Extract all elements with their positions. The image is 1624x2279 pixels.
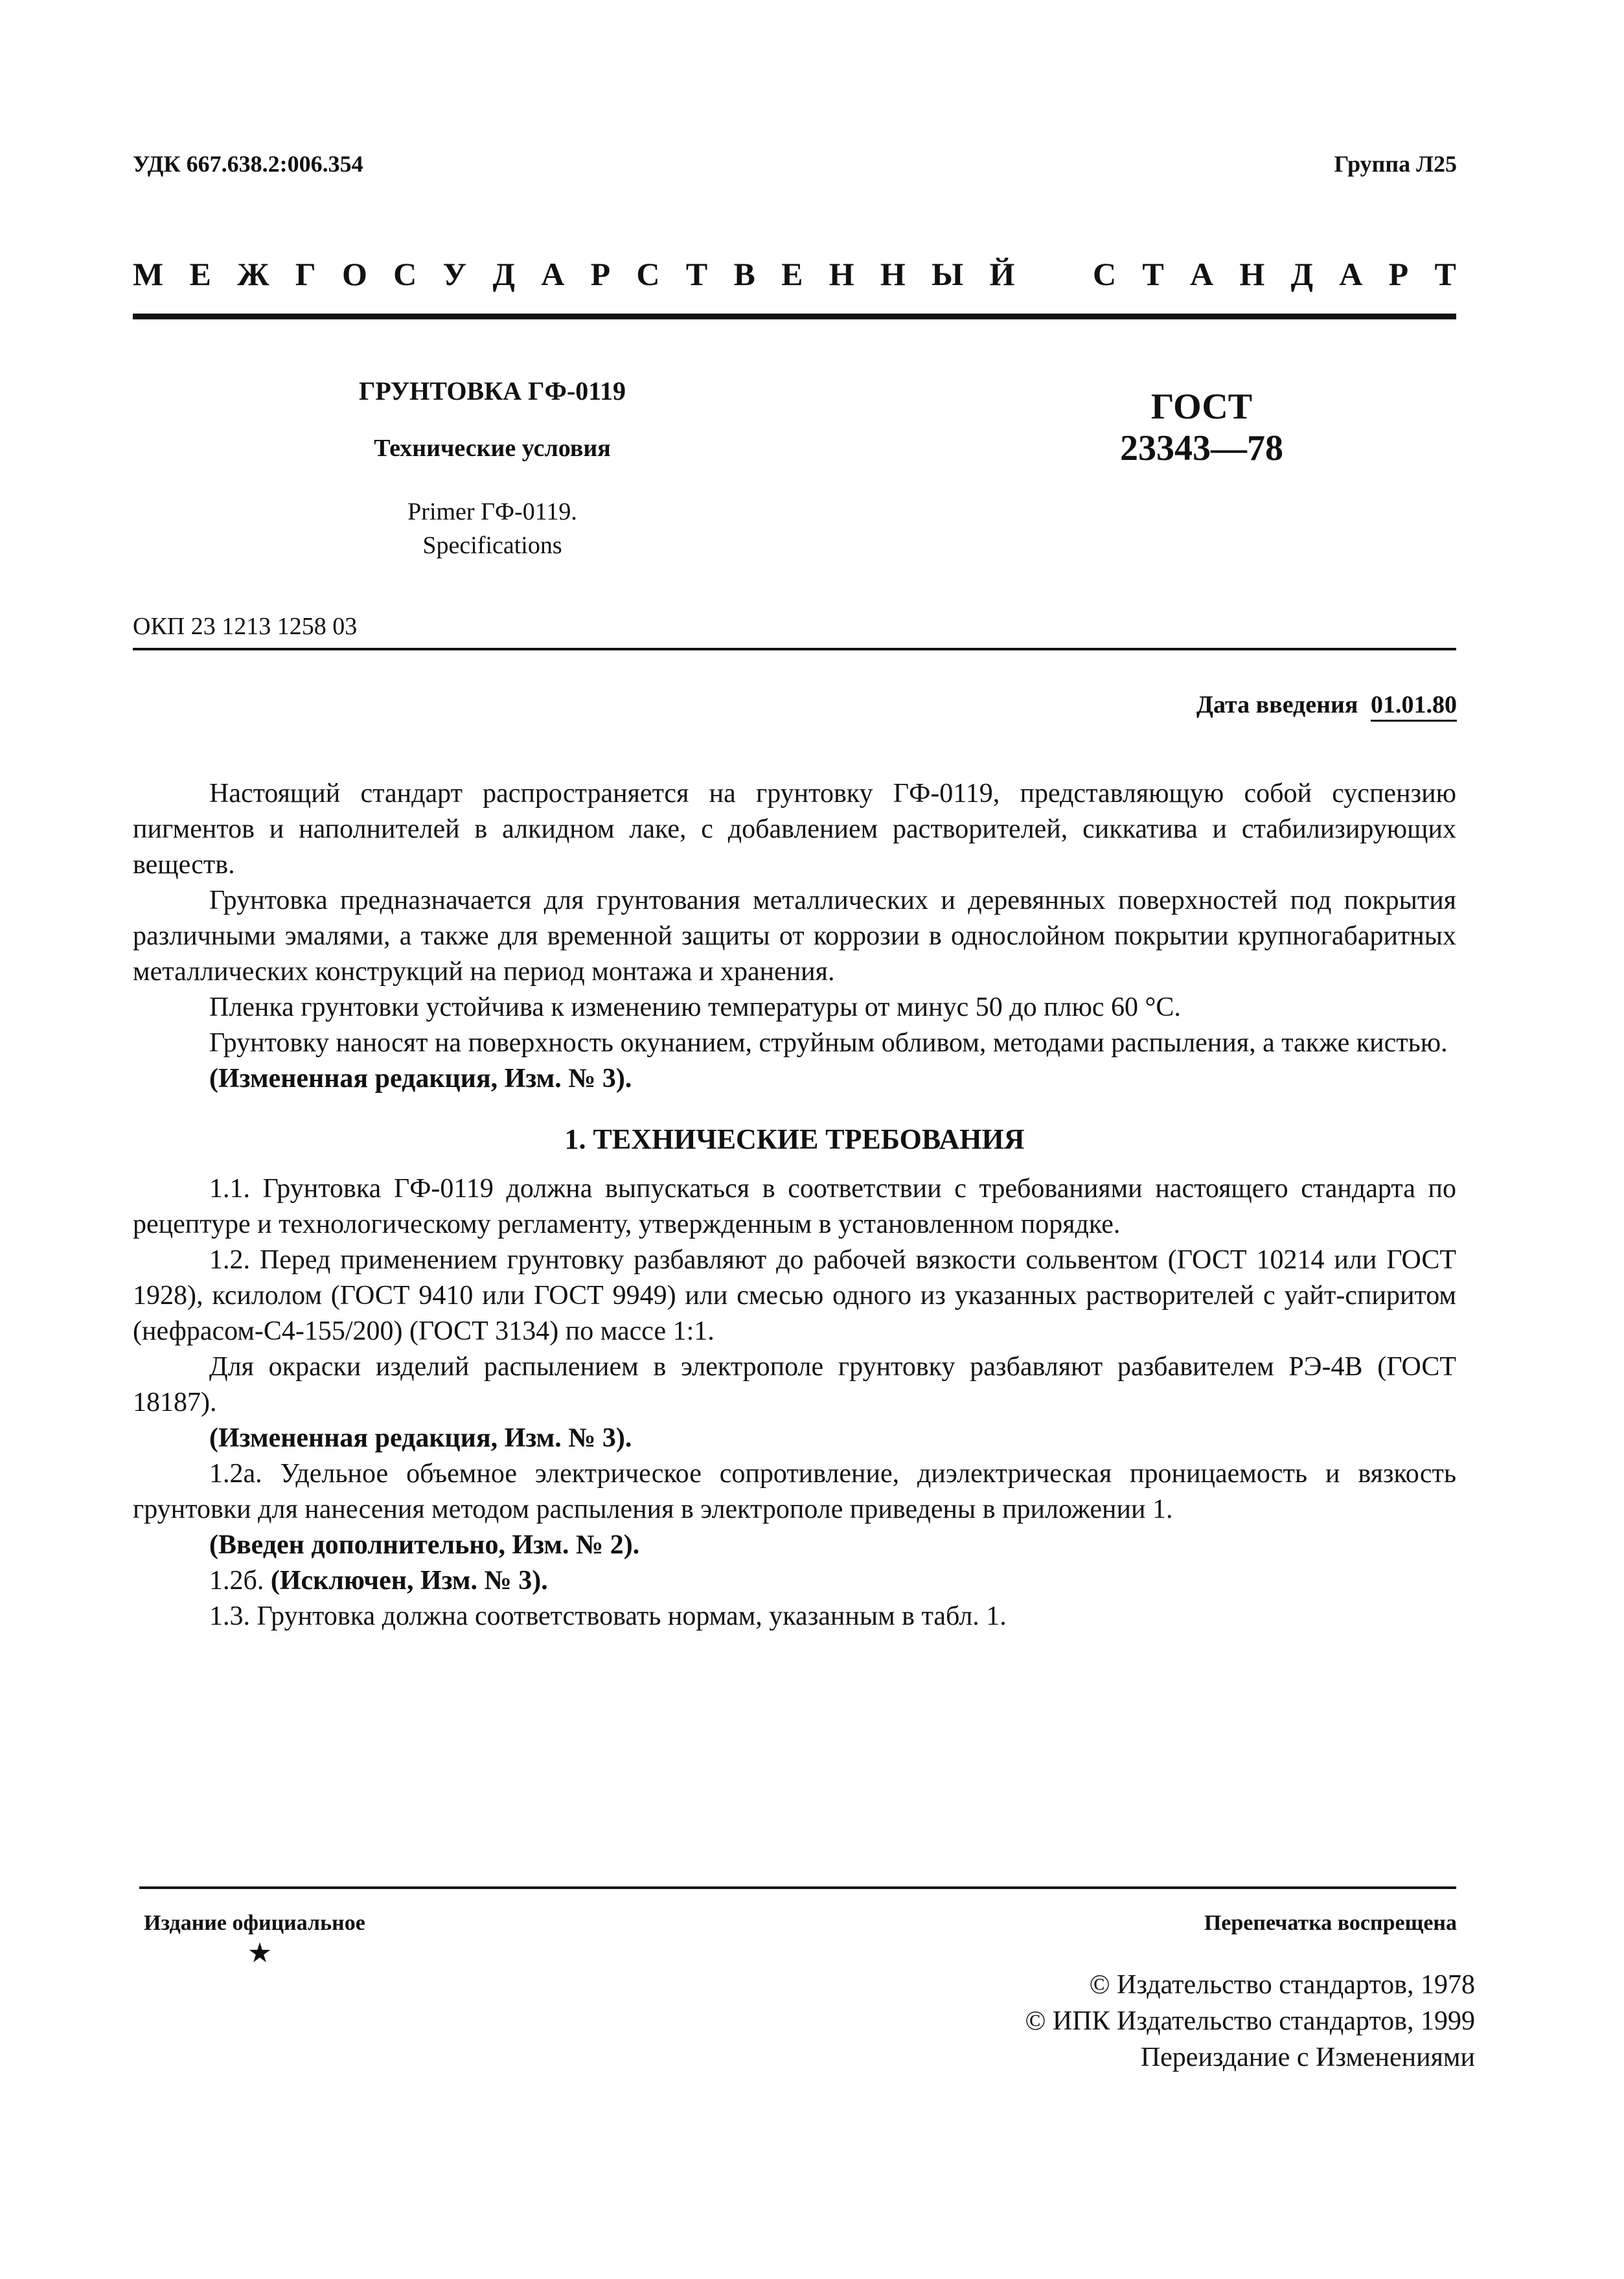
product-title: ГРУНТОВКА ГФ-0119 bbox=[358, 376, 626, 406]
letter: С bbox=[1092, 256, 1117, 292]
paragraph: Настоящий стандарт распространяется на грунтовку ГФ-0119, представляющую собой суспензию пигментов и наполнителей в алкидном лаке, с добавлением растворителей, сиккатива и стабилизирующих веществ. bbox=[133, 779, 1456, 880]
section-title: 1. ТЕХНИЧЕСКИЕ ТРЕБОВАНИЯ bbox=[564, 1123, 1025, 1155]
letter: Г bbox=[295, 256, 316, 292]
word-gap bbox=[1041, 258, 1067, 290]
english-title-line2: Specifications bbox=[422, 532, 562, 559]
letter: У bbox=[442, 256, 467, 292]
gost-designation bbox=[1049, 386, 1354, 469]
clause-1-3: 1.3. Грунтовка должна соответствовать нормам, указанным в табл. 1. bbox=[209, 1601, 1007, 1631]
letter: С bbox=[393, 256, 417, 292]
letter: Д bbox=[492, 256, 515, 292]
clause-1-2b bbox=[133, 1563, 1456, 1599]
letter: А bbox=[541, 256, 565, 292]
star-icon bbox=[249, 1942, 271, 1964]
letter: Т bbox=[1434, 256, 1456, 292]
letter: Н bbox=[1239, 256, 1265, 292]
letter: Е bbox=[781, 256, 803, 292]
clause-1-2b-number: 1.2б. bbox=[209, 1566, 264, 1596]
letter: Н bbox=[880, 256, 906, 292]
letter: О bbox=[341, 256, 367, 292]
letter: А bbox=[1339, 256, 1363, 292]
letter: Д bbox=[1290, 256, 1313, 292]
footer-rule bbox=[139, 1886, 1456, 1889]
letter: Ж bbox=[237, 256, 269, 292]
letter: А bbox=[1190, 256, 1214, 292]
heading-rule bbox=[133, 314, 1456, 319]
letter: Т bbox=[685, 256, 708, 292]
clause-1-2-continued: Для окраски изделий распылением в электрополе грунтовку разбавляют разбавителем РЭ-4В (ГОСТ 18187). bbox=[133, 1352, 1456, 1417]
gost-number: 23343—78 bbox=[1120, 428, 1283, 468]
letter: Т bbox=[1142, 256, 1164, 292]
product-subtitle: Технические условия bbox=[374, 435, 611, 462]
clause-1-2b-note: (Исключен, Изм. № 3). bbox=[270, 1566, 548, 1596]
reissue-note: Переиздание с Изменениями bbox=[1140, 2043, 1475, 2072]
body-text bbox=[133, 776, 1456, 1634]
paragraph: Грунтовка предназначается для грунтования металлических и деревянных поверхностей под покрытия различными эмалями, а также для временной защиты от коррозии в однослойном покрытии крупногабаритных металлических конструкций на период монтажа и хранения. bbox=[133, 886, 1456, 987]
amendment-note: (Введен дополнительно, Изм. № 2). bbox=[209, 1530, 640, 1560]
letter: Р bbox=[590, 256, 611, 292]
letter: Н bbox=[829, 256, 854, 292]
amendment-note: (Измененная редакция, Изм. № 3). bbox=[209, 1064, 632, 1094]
group-code: Группа Л25 bbox=[1334, 151, 1457, 177]
amendment-note: (Измененная редакция, Изм. № 3). bbox=[209, 1423, 632, 1453]
letter: Ы bbox=[932, 256, 964, 292]
letter: Р bbox=[1388, 256, 1409, 292]
paragraph: Грунтовку наносят на поверхность окунанием, струйным обливом, методами распыления, а также кистью. bbox=[209, 1028, 1448, 1058]
official-edition: Издание официальное bbox=[144, 1911, 365, 1935]
gost-label: ГОСТ bbox=[1150, 387, 1253, 427]
intro-date bbox=[1196, 691, 1457, 719]
clause-1-2a: 1.2а. Удельное объемное электрическое сопротивление, диэлектрическая проницаемость и вязкость грунтовки для нанесения методом распыления в электрополе приведены в приложении 1. bbox=[133, 1459, 1456, 1524]
letter: В bbox=[733, 256, 755, 292]
english-title-line1: Primer ГФ-0119. bbox=[407, 498, 577, 525]
reprint-prohibited: Перепечатка воспрещена bbox=[1204, 1911, 1457, 1935]
okp-code: ОКП 23 1213 1258 03 bbox=[133, 613, 358, 640]
paragraph: Пленка грунтовки устойчива к изменению температуры от минус 50 до плюс 60 °С. bbox=[209, 992, 1181, 1022]
letter: С bbox=[636, 256, 660, 292]
letter: Й bbox=[989, 256, 1015, 292]
standard-type-heading bbox=[133, 258, 1456, 290]
copyright-1999: © ИПК Издательство стандартов, 1999 bbox=[1025, 2006, 1475, 2036]
copyright-block bbox=[1025, 1967, 1475, 2076]
udc-code: УДК 667.638.2:006.354 bbox=[133, 151, 363, 177]
english-title bbox=[298, 495, 687, 562]
intro-date-label: Дата введения bbox=[1196, 691, 1358, 718]
letter: М bbox=[133, 256, 164, 292]
letter: Е bbox=[189, 256, 211, 292]
clause-1-2: 1.2. Перед применением грунтовку разбавляют до рабочей вязкости сольвентом (ГОСТ 10214 или ГОСТ 1928), ксилолом (ГОСТ 9410 или ГОСТ 9949) или смесью одного из указанных растворителей с уайт-спиритом (нефрасом-С4-155/200) (ГОСТ 3134) по массе 1:1. bbox=[133, 1245, 1456, 1346]
okp-rule bbox=[133, 648, 1456, 650]
clause-1-1: 1.1. Грунтовка ГФ-0119 должна выпускаться в соответствии с требованиями настоящего стандарта по рецептуре и технологическому регламенту, утвержденным в установленном порядке. bbox=[133, 1174, 1456, 1239]
copyright-1978: © Издательство стандартов, 1978 bbox=[1089, 1970, 1475, 2000]
intro-date-value: 01.01.80 bbox=[1371, 691, 1457, 722]
